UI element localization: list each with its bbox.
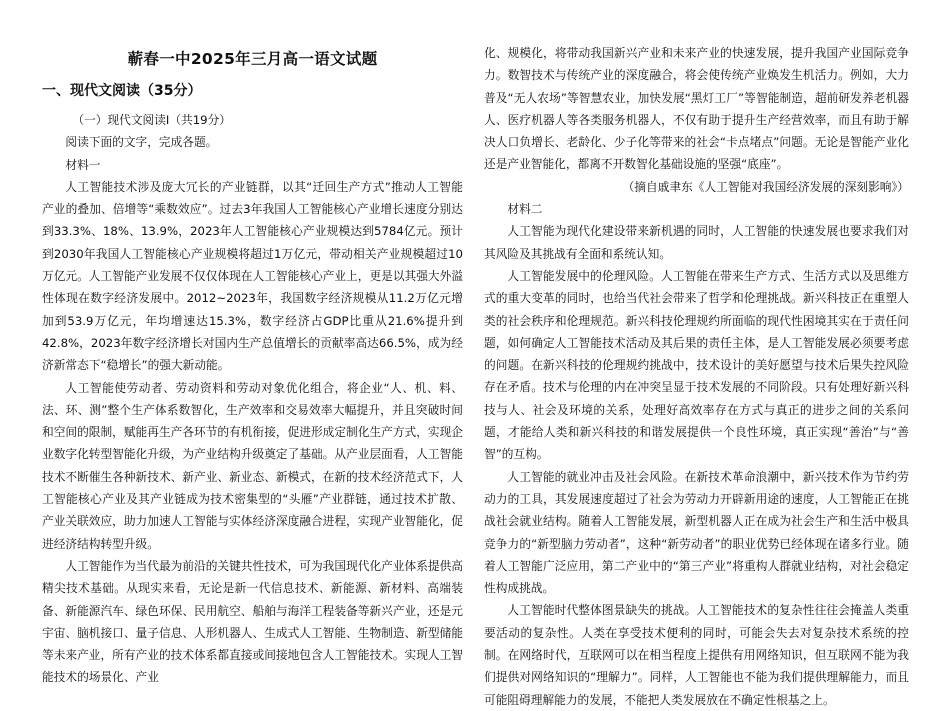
- left-column: [42, 109, 463, 689]
- page-title: 蕲春一中2025年三月高一语文试题: [127, 50, 378, 68]
- section-heading: 一、现代文阅读（35分）: [42, 83, 202, 99]
- left-paragraph-1: 人工智能技术涉及庞大冗长的产业链群，以其“迁回生产方式”推动人工智能产业的叠加、倍增等“乘数效应”。过去3年我国人工智能核心产业增长速度分别达到33.3%、18%、13.9%，2023年人工智能核心产业规模达到5784亿元。预计到2030年我国人工智能核心产业规模将超过1万亿元，带动相关产业规模超过10万亿元。人工智能产业发展不仅仅体现在人工智能核心产业上，更是以其强大外溢性体现在数字经济发展中。2012~2023年，我国数字经济规模从11.2万亿元增加到53.9万亿元，年均增速达15.3%，数字经济占GDP比重从21.6%提升到42.8%，2023年数字经济增长对国内生产总值增长的贡献率高达66.5%，成为经济新常态下“稳增长”的强大新动能。: [42, 179, 463, 373]
- material-2-label: 材料二: [507, 202, 543, 217]
- right-paragraph-1: 人工智能为现代化建设带来新机遇的同时，人工智能的快速发展也要求我们对其风险及其挑战有全面和系统认知。: [484, 224, 909, 261]
- right-paragraph-continued: 化、规模化，将带动我国新兴产业和未来产业的快速发展，提升我国产业国际竞争力。数智技术与传统产业的深度融合，将会使传统产业焕发生机活力。例如，大力普及“无人农场”等智慧农业，加快发展“黑灯工厂”等智能制造，超前研发养老机器人、医疗机器人等各类服务机器人，不仅有助于提升生产经营效率，而且有助于解决人口负增长、老龄化、少子化等带来的社会“卡点堵点”问题。无论是智能产业化还是产业智能化，都离不开数智化基础设施的坚强“底座”。: [484, 46, 909, 172]
- right-paragraph-2: 人工智能发展中的伦理风险。人工智能在带来生产方式、生活方式以及思维方式的重大变革的同时，也给当代社会带来了哲学和伦理挑战。新兴科技正在重塑人类的社会秩序和伦理规范。新兴科技伦理规约所面临的现代性困境其实在于责任问题，如何确定人工智能技术活动及其后果的责任主体，是人工智能发展必须要考虑的问题。在新兴科技的伦理规约挑战中，技术设计的美好愿望与技术后果失控风险存在矛盾。技术与伦理的内在冲突呈显于技术发展的不同阶段。只有处理好新兴科技与人、社会及环境的关系，处理好高效率存在方式与真正的进步之间的关系问题，才能给人类和新兴科技的和谐发展提供一个良性环境，真正实现“善治”与“善智”的互构。: [484, 268, 909, 462]
- left-paragraph-3: 人工智能作为当代最为前沿的关键共性技术，可为我国现代化产业体系提供高精尖技术基础。从现实来看，无论是新一代信息技术、新能源、新材料、高端装备、新能源汽车、绿色环保、民用航空、船舶与海洋工程装备等新兴产业，还是元宇宙、脑机接口、量子信息、人形机器人、生成式人工智能、生物制造、新型储能等未来产业，所有产业的技术体系都直接或间接地包含人工智能技术。实现人工智能技术的场景化、产业: [42, 558, 463, 685]
- right-paragraph-4: 人工智能时代整体图景缺失的挑战。人工智能技术的复杂性往往会掩盖人类重要活动的复杂性。人类在享受技术便利的同时，可能会失去对复杂技术系统的控制。在网络时代，互联网可以在相当程度上提供有用网络知识，但互联网不能为我们提供对网络知识的“理解力”。同样，人工智能也不能为我们提供理解能力，而且可能阻碍理解能力的发展，不能把人类发展放在不确定性根基之上。: [484, 603, 909, 707]
- instruction: 阅读下面的文字，完成各题。: [65, 135, 218, 150]
- left-paragraph-2: 人工智能使劳动者、劳动资料和劳动对象优化组合，将企业“人、机、料、法、环、测”整个生产体系数智化，生产效率和交易效率大幅提升，并且突破时间和空间的限制，赋能再生产各环节的有机衔接，促进形成定制化生产方式，实现企业数字化转型智能化升级，为产业结构升级奠定了基础。从产业层面看，人工智能技术不断催生各种新技术、新产业、新业态、新模式，在新的技术经济范式下，人工智能核心产业及其产业链成为技术密集型的“头雁”产业群链，通过技术扩散、产业关联效应，助力加速人工智能与实体经济深度融合进程，实现产业智能化，促进经济结构转型升级。: [42, 380, 463, 551]
- right-paragraph-3: 人工智能的就业冲击及社会风险。在新技术革命浪潮中，新兴技术作为节约劳动力的工具，其发展速度超过了社会为劳动力开辟新用途的速度，人工智能正在挑战社会就业结构。随着人工智能发展，新型机器人正在成为社会生产和生活中极具竞争力的“新型脑力劳动者”，这种“新劳动者”的职业优势已经体现在诸多行业。随着人工智能广泛应用，第二产业中的“第三产业”将重构人群就业结构，对社会稳定性构成挑战。: [484, 469, 909, 596]
- material-1-label: 材料一: [65, 157, 101, 172]
- sub-heading: （一）现代文阅读Ⅰ（共19分）: [72, 113, 231, 127]
- right-column: [484, 42, 909, 711]
- source-citation: （摘自戚聿东《人工智能对我国经济发展的深刻影响》）: [622, 179, 909, 194]
